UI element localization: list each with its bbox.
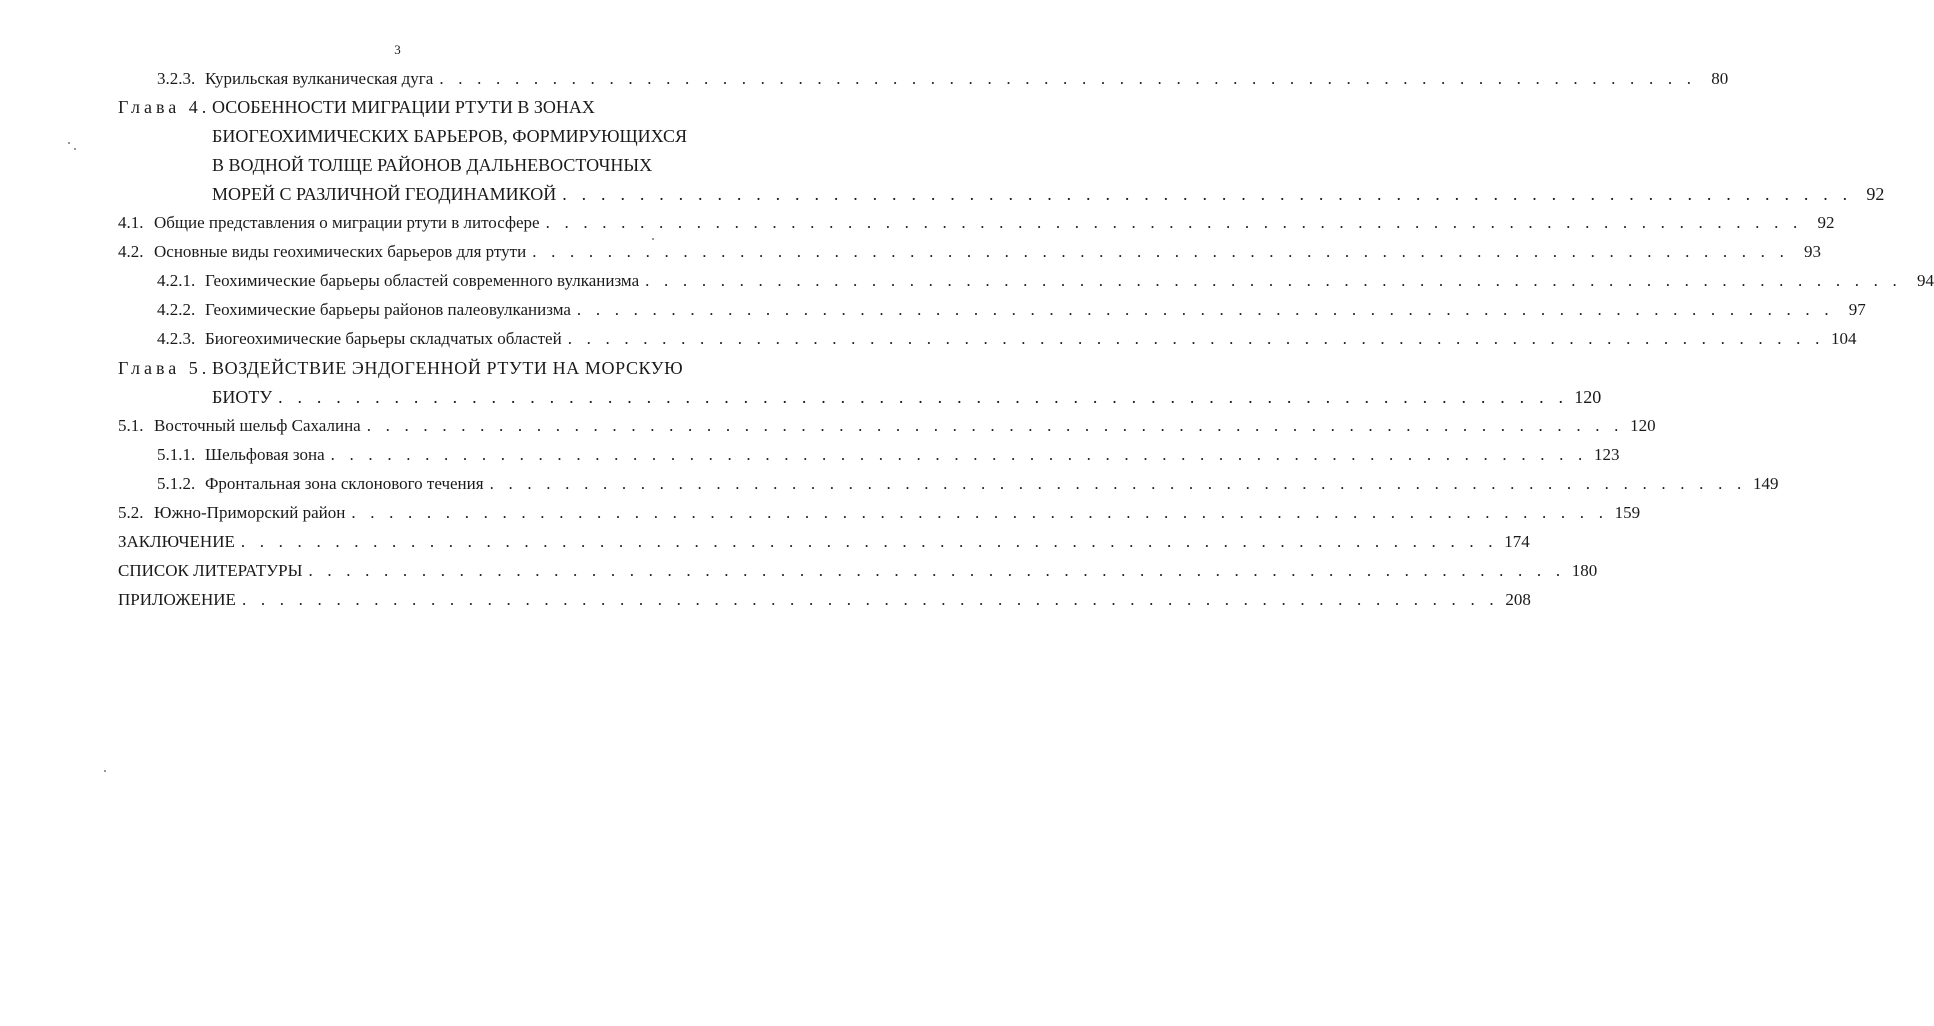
toc-entry[interactable] — [157, 444, 1620, 466]
chapter-title-line: БИОГЕОХИМИЧЕСКИХ БАРЬЕРОВ, ФОРМИРУЮЩИХСЯ — [212, 126, 687, 146]
entry-page: 149 — [1752, 474, 1779, 493]
dot-leader: . . . . . . . . . . . . . . . . . . . . . . . . . . . . . . . . . . . . . . . . . . . . . . . . . . . . . . . . . . . . . . . . . . . — [545, 213, 1803, 232]
dot-leader: . . . . . . . . . . . . . . . . . . . . . . . . . . . . . . . . . . . . . . . . . . . . . . . . . . . . . . . . . . . . . . . . . . . — [308, 561, 1566, 580]
chapter-number: Глава 5. — [118, 358, 211, 378]
chapter-title-line: МОРЕЙ С РАЗЛИЧНОЙ ГЕОДИНАМИКОЙ — [212, 184, 557, 204]
toc-entry[interactable] — [118, 589, 1531, 611]
toc-entry[interactable] — [118, 415, 1656, 437]
toc-entry[interactable] — [118, 560, 1598, 582]
entry-number: 5.1.2. — [157, 474, 196, 493]
entry-number: 5.1. — [118, 416, 144, 435]
entry-page: 92 — [1866, 184, 1885, 204]
dot-leader: . . . . . . . . . . . . . . . . . . . . . . . . . . . . . . . . . . . . . . . . . . . . . . . . . . . . . . . . . . . . . . . . . . . — [241, 590, 1499, 609]
toc-chapter[interactable] — [118, 357, 724, 379]
entry-number: 4.2.3. — [157, 329, 196, 348]
toc-entry[interactable] — [118, 502, 1641, 524]
scan-speck — [68, 142, 70, 144]
entry-page: 174 — [1504, 532, 1530, 551]
chapter-number: Глава 4. — [118, 97, 211, 117]
toc-entry[interactable] — [118, 212, 1835, 234]
toc-entry[interactable] — [157, 473, 1779, 495]
dot-leader: . . . . . . . . . . . . . . . . . . . . . . . . . . . . . . . . . . . . . . . . . . . . . . . . . . . . . . . . . . . . . . . . . . . — [278, 387, 1569, 407]
toc-entry[interactable] — [157, 299, 1866, 321]
dot-leader: . . . . . . . . . . . . . . . . . . . . . . . . . . . . . . . . . . . . . . . . . . . . . . . . . . . . . . . . . . . . . . . . . . . — [576, 300, 1834, 319]
dot-leader: . . . . . . . . . . . . . . . . . . . . . . . . . . . . . . . . . . . . . . . . . . . . . . . . . . . . . . . . . . . . . . . . . . . — [532, 242, 1790, 261]
entry-title: Восточный шельф Сахалина — [154, 416, 361, 435]
entry-title: Основные виды геохимических барьеров для ртути — [154, 242, 527, 261]
entry-page: 120 — [1630, 416, 1656, 435]
dot-leader: . . . . . . . . . . . . . . . . . . . . . . . . . . . . . . . . . . . . . . . . . . . . . . . . . . . . . . . . . . . . . . . . . . . — [330, 445, 1588, 464]
entry-number: 4.2. — [118, 242, 144, 261]
entry-title: Общие представления о миграции ртути в литосфере — [154, 213, 540, 232]
dot-leader: . . . . . . . . . . . . . . . . . . . . . . . . . . . . . . . . . . . . . . . . . . . . . . . . . . . . . . . . . . . . . . . . . . . — [351, 503, 1609, 522]
entry-number: 4.2.2. — [157, 300, 196, 319]
toc-entry[interactable] — [118, 531, 1530, 553]
dot-leader: . . . . . . . . . . . . . . . . . . . . . . . . . . . . . . . . . . . . . . . . . . . . . . . . . . . . . . . . . . . . . . . . . . . — [567, 329, 1825, 348]
toc-entry[interactable] — [212, 183, 1885, 205]
dot-leader: . . . . . . . . . . . . . . . . . . . . . . . . . . . . . . . . . . . . . . . . . . . . . . . . . . . . . . . . . . . . . . . . . . . — [240, 532, 1498, 551]
entry-page: 104 — [1831, 329, 1857, 348]
dot-leader: . . . . . . . . . . . . . . . . . . . . . . . . . . . . . . . . . . . . . . . . . . . . . . . . . . . . . . . . . . . . . . . . . . . — [645, 271, 1902, 290]
chapter-title-line: В ВОДНОЙ ТОЛЩЕ РАЙОНОВ ДАЛЬНЕВОСТОЧНЫХ — [212, 155, 653, 175]
scan-speck — [104, 770, 106, 772]
entry-number: 3.2.3. — [157, 69, 196, 88]
entry-page: 93 — [1804, 242, 1822, 261]
dot-leader: . . . . . . . . . . . . . . . . . . . . . . . . . . . . . . . . . . . . . . . . . . . . . . . . . . . . . . . . . . . . . . . . . . . — [439, 69, 1697, 88]
entry-number: 5.2. — [118, 503, 144, 522]
entry-page: 208 — [1505, 590, 1531, 609]
entry-page: 159 — [1614, 503, 1641, 522]
entry-page: 97 — [1848, 300, 1866, 319]
toc-entry[interactable] — [157, 68, 1729, 90]
entry-title: СПИСОК ЛИТЕРАТУРЫ — [118, 561, 303, 580]
chapter-title-line: БИОТУ — [212, 387, 273, 407]
entry-page: 180 — [1571, 561, 1598, 580]
entry-title: Шельфовая зона — [205, 445, 325, 464]
dot-leader: . . . . . . . . . . . . . . . . . . . . . . . . . . . . . . . . . . . . . . . . . . . . . . . . . . . . . . . . . . . . . . . . . . . — [562, 184, 1853, 204]
toc-entry[interactable] — [157, 328, 1857, 350]
entry-page: 120 — [1574, 387, 1602, 407]
entry-title: Курильская вулканическая дуга — [205, 69, 434, 88]
entry-title: ЗАКЛЮЧЕНИЕ — [118, 532, 235, 551]
entry-page: 92 — [1817, 213, 1835, 232]
entry-page: 123 — [1593, 445, 1620, 464]
toc-chapter[interactable] — [118, 96, 724, 118]
entry-title: Геохимические барьеры районов палеовулканизма — [205, 300, 571, 319]
entry-number: 4.1. — [118, 213, 144, 232]
scan-speck — [652, 238, 654, 240]
entry-title: Биогеохимические барьеры складчатых областей — [205, 329, 562, 348]
entry-number: 5.1.1. — [157, 445, 196, 464]
entry-title: ПРИЛОЖЕНИЕ — [118, 590, 236, 609]
entry-number: 4.2.1. — [157, 271, 196, 290]
entry-page: 94 — [1916, 271, 1934, 290]
toc-entry[interactable] — [118, 241, 1822, 263]
chapter-title-line: ОСОБЕННОСТИ МИГРАЦИИ РТУТИ В ЗОНАХ — [212, 97, 595, 117]
dot-leader: . . . . . . . . . . . . . . . . . . . . . . . . . . . . . . . . . . . . . . . . . . . . . . . . . . . . . . . . . . . . . . . . . . . — [489, 474, 1747, 493]
page-number: 3 — [394, 42, 401, 57]
chapter-title-line: ВОЗДЕЙСТВИЕ ЭНДОГЕННОЙ РТУТИ НА МОРСКУЮ — [212, 358, 684, 378]
entry-title: Геохимические барьеры областей современного вулканизма — [205, 271, 640, 290]
entry-title: Фронтальная зона склонового течения — [205, 474, 484, 493]
entry-page: 80 — [1711, 69, 1729, 88]
toc-entry[interactable] — [157, 270, 1934, 292]
scan-speck — [74, 148, 76, 150]
dot-leader: . . . . . . . . . . . . . . . . . . . . . . . . . . . . . . . . . . . . . . . . . . . . . . . . . . . . . . . . . . . . . . . . . . . — [366, 416, 1624, 435]
entry-title: Южно-Приморский район — [154, 503, 346, 522]
toc-entry[interactable] — [212, 386, 1602, 408]
